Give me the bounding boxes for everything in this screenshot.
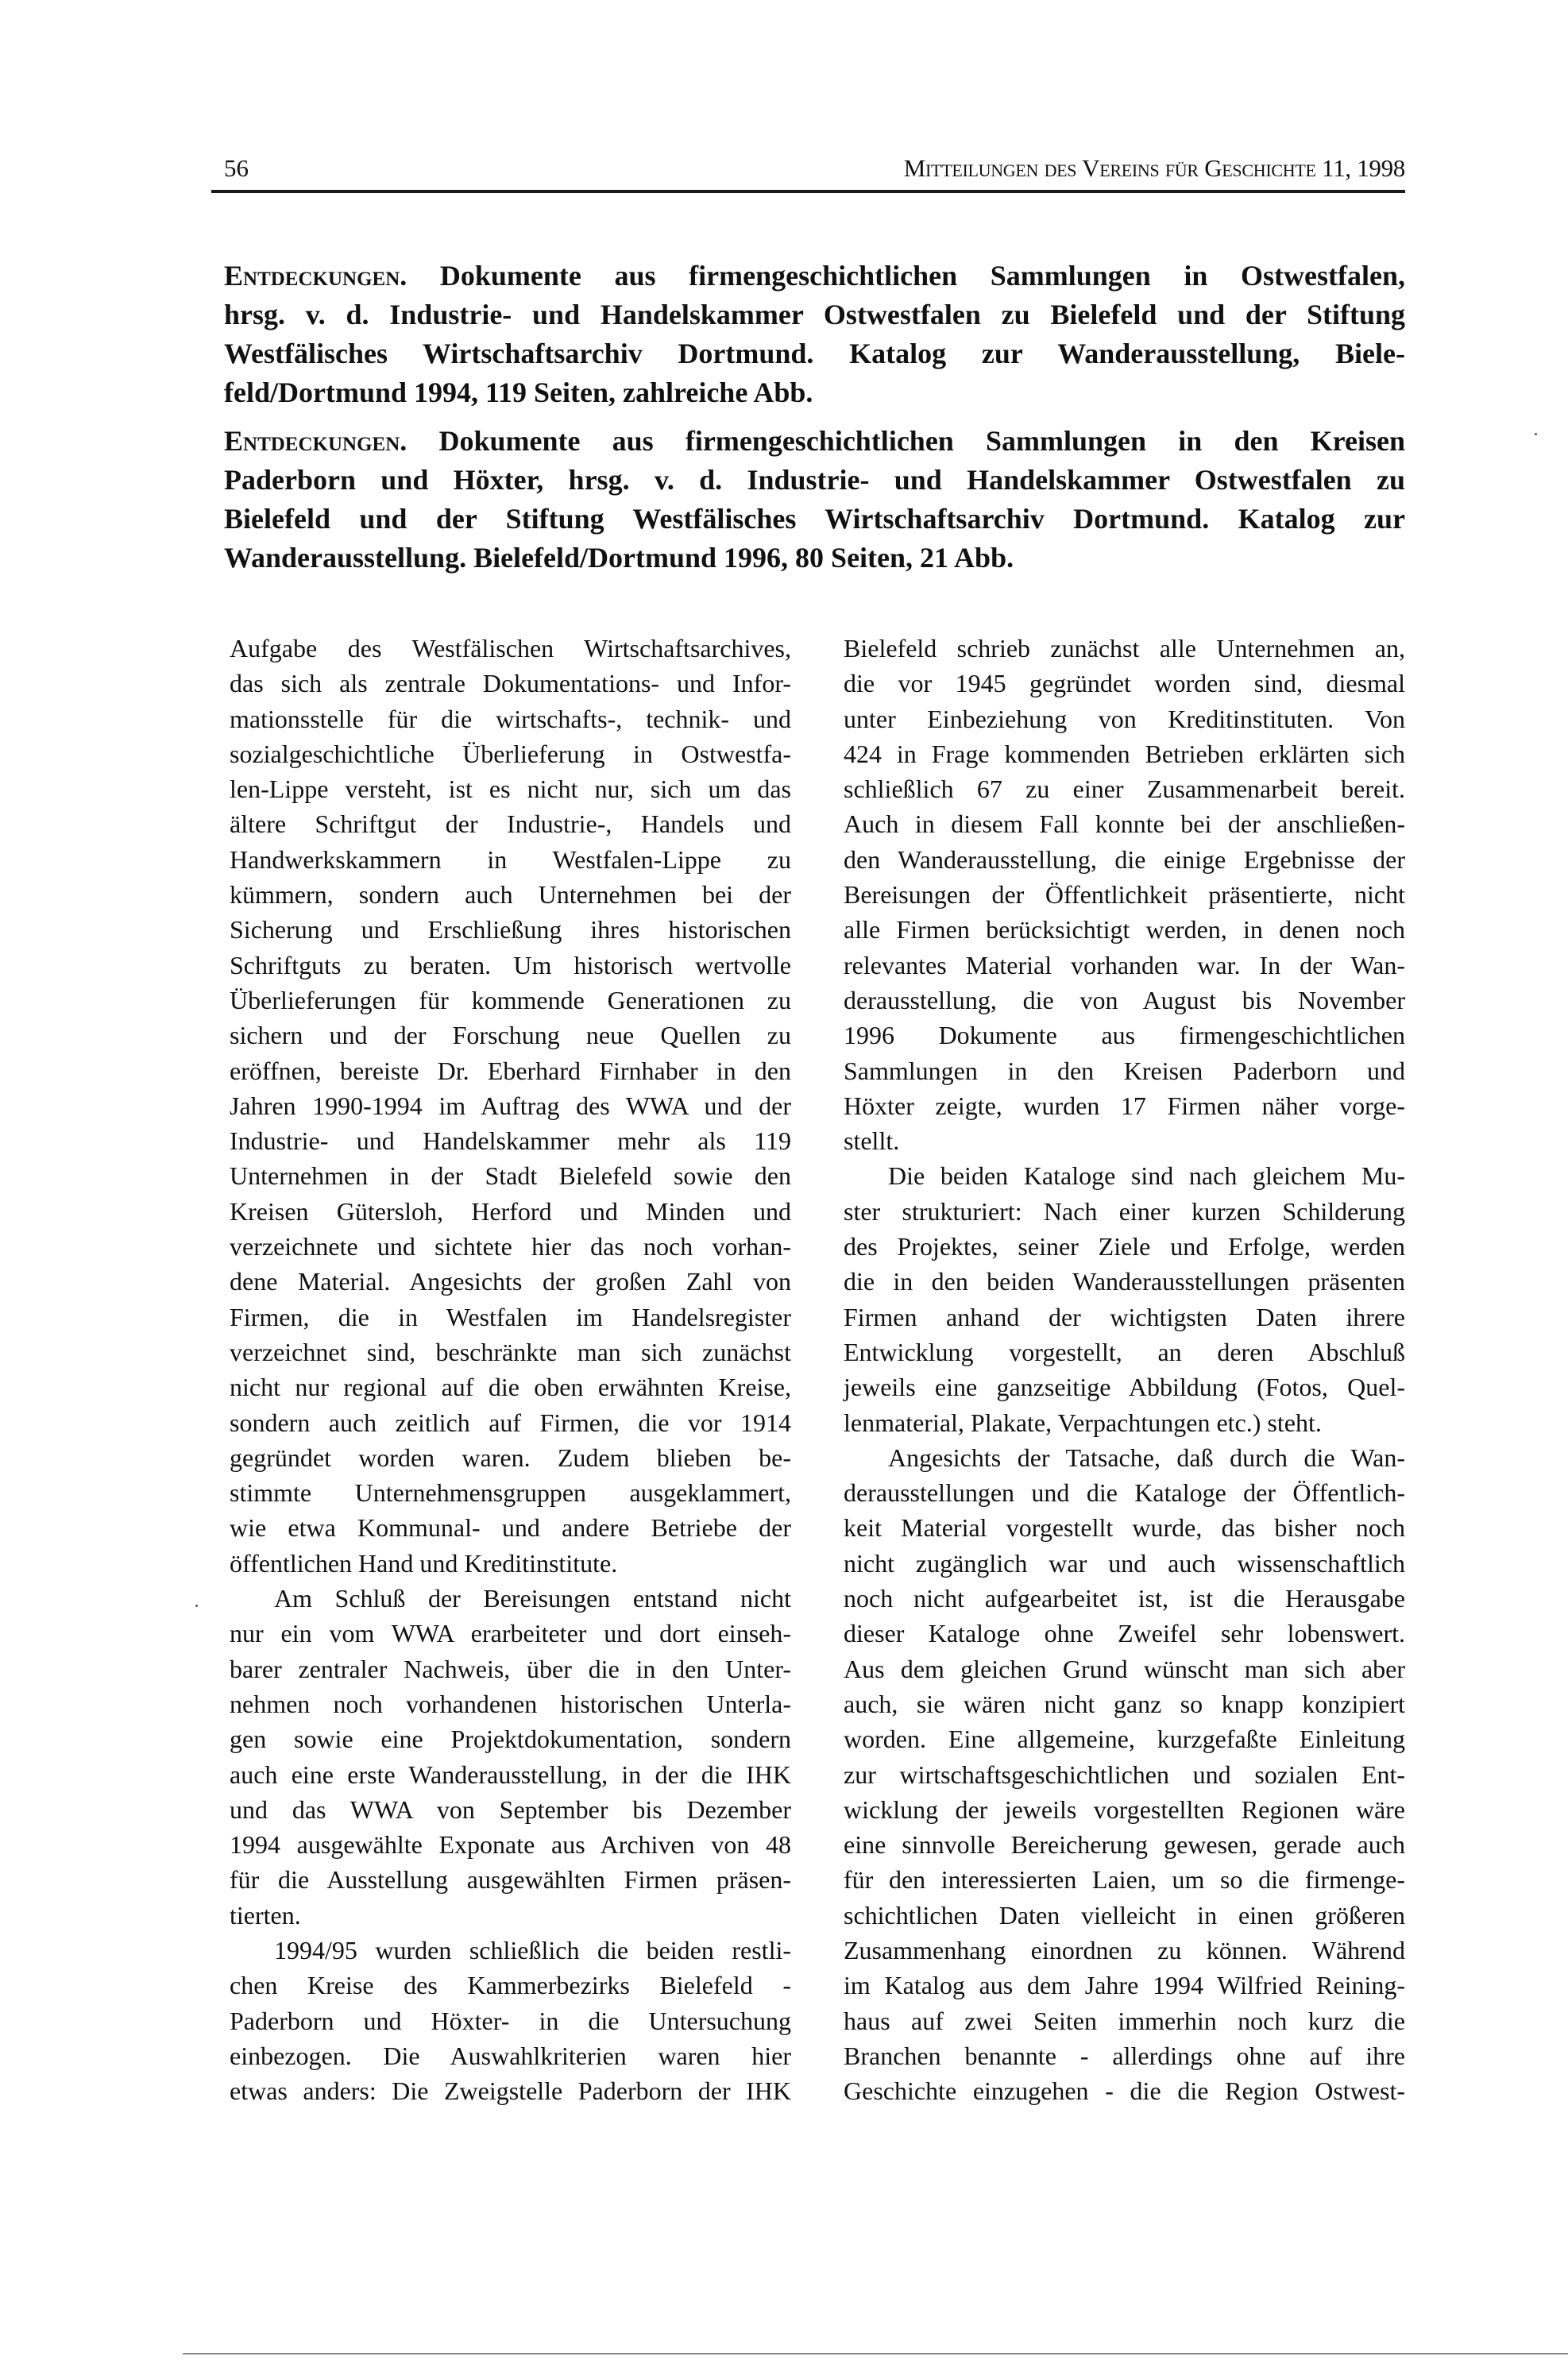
reference-line bbox=[224, 500, 1405, 539]
text-column-right bbox=[844, 631, 1405, 2108]
text-line: auch eine erste Wanderausstellung, in der die IHK bbox=[230, 1760, 791, 1789]
reference-lead: Entdeckungen. bbox=[224, 425, 407, 457]
text-line: des Projektes, seiner Ziele und Erfolge, werden bbox=[844, 1232, 1405, 1261]
page-number: 56 bbox=[224, 154, 249, 182]
text-line: keit Material vorgestellt wurde, das bisher noch bbox=[844, 1513, 1405, 1543]
running-header bbox=[224, 153, 1405, 184]
text-line: sondern auch zeitlich auf Firmen, die vor 1914 bbox=[230, 1408, 791, 1437]
text-line: derausstellung, die von August bis November bbox=[844, 985, 1405, 1014]
reference-text: Westfälisches Wirtschaftsarchiv Dortmund. Katalog zur Wanderausstellung, Biele- bbox=[224, 338, 1405, 369]
paragraph bbox=[230, 1933, 791, 2108]
text-line: nur ein vom WWA erarbeiteter und dort einseh- bbox=[230, 1619, 791, 1648]
text-line: Unternehmen in der Stadt Bielefeld sowie den bbox=[230, 1161, 791, 1191]
paragraph bbox=[844, 631, 1405, 1158]
text-line: nehmen noch vorhandenen historischen Unterla- bbox=[230, 1689, 791, 1718]
text-line: Firmen anhand der wichtigsten Daten ihrere bbox=[844, 1302, 1405, 1331]
text-line: verzeichnete und sichtete hier das noch vorhan- bbox=[230, 1232, 791, 1261]
text-line: auch, sie wären nicht ganz so knapp konzipiert bbox=[844, 1689, 1405, 1718]
text-line: sozialgeschichtliche Überlieferung in Ostwestfa- bbox=[230, 739, 791, 768]
text-line: sichern und der Forschung neue Quellen zu bbox=[230, 1021, 791, 1050]
reference-text: Bielefeld und der Stiftung Westfälisches Wirtschaftsarchiv Dortmund. Katalog zur bbox=[224, 503, 1405, 535]
text-line: nicht zugänglich war und auch wissenschaftlich bbox=[844, 1548, 1405, 1578]
text-line: Bereisungen der Öffentlichkeit präsentierte, nicht bbox=[844, 880, 1405, 910]
text-line: für den interessierten Laien, um so die firmenge- bbox=[844, 1865, 1405, 1895]
reference-line bbox=[224, 373, 1405, 412]
text-line: Zusammenhang einordnen zu können. Während bbox=[844, 1935, 1405, 1964]
text-line: Aufgabe des Westfälischen Wirtschaftsarchives, bbox=[230, 634, 791, 662]
text-line: lenmaterial, Plakate, Verpachtungen etc.) steht. bbox=[844, 1408, 1322, 1437]
text-line: Auch in diesem Fall konnte bei der anschließen- bbox=[844, 809, 1405, 839]
text-line: Höxter zeigte, wurden 17 Firmen näher vorge- bbox=[844, 1091, 1405, 1120]
reference-text: Paderborn und Höxter, hrsg. v. d. Industrie- und Handelskammer Ostwestfalen zu bbox=[224, 464, 1405, 496]
scan-edge-line bbox=[183, 2353, 1568, 2354]
reference-line bbox=[224, 296, 1405, 334]
text-line: Geschichte einzugehen - die die Region Ostwest- bbox=[844, 2076, 1405, 2106]
reference-entry bbox=[224, 257, 1405, 412]
paragraph bbox=[230, 631, 791, 1581]
text-line: len-Lippe versteht, ist es nicht nur, sich um das bbox=[230, 775, 791, 804]
text-line: Schriftguts zu beraten. Um historisch wertvolle bbox=[230, 950, 791, 979]
text-line: Paderborn und Höxter- in die Untersuchung bbox=[230, 2006, 791, 2035]
text-line: 1994/95 wurden schließlich die beiden restli- bbox=[274, 1935, 791, 1964]
text-line: dieser Kataloge ohne Zweifel sehr lobenswert. bbox=[844, 1619, 1405, 1648]
text-line: mationsstelle für die wirtschafts-, technik- und bbox=[230, 704, 791, 733]
text-line: noch nicht aufgearbeitet ist, ist die Herausgabe bbox=[844, 1584, 1405, 1613]
reference-text: Dokumente aus firmengeschichtlichen Sammlungen in Ostwestfalen, bbox=[407, 260, 1405, 292]
running-title: Mitteilungen des Vereins für Geschichte 11, 1998 bbox=[903, 154, 1405, 182]
reference-line bbox=[224, 334, 1405, 373]
text-line: Industrie- und Handelskammer mehr als 119 bbox=[230, 1126, 791, 1156]
reference-text: Wanderausstellung. Bielefeld/Dortmund 1996, 80 Seiten, 21 Abb. bbox=[224, 542, 1014, 574]
text-line: alle Firmen berücksichtigt werden, in denen noch bbox=[844, 915, 1405, 944]
text-line: stellt. bbox=[844, 1126, 900, 1156]
text-line: schließlich 67 zu einer Zusammenarbeit bereit. bbox=[844, 775, 1405, 804]
text-line: haus auf zwei Seiten immerhin noch kurz die bbox=[844, 2006, 1405, 2035]
text-line: ältere Schriftgut der Industrie-, Handels und bbox=[230, 809, 791, 839]
text-line: Firmen, die in Westfalen im Handelsregister bbox=[230, 1302, 791, 1331]
header-rule bbox=[211, 190, 1405, 193]
text-line: Handwerkskammern in Westfalen-Lippe zu bbox=[230, 844, 791, 874]
reference-line bbox=[224, 461, 1405, 500]
scan-speck bbox=[195, 1605, 198, 1607]
text-line: für die Ausstellung ausgewählten Firmen präsen- bbox=[230, 1865, 791, 1895]
text-line: eine sinnvolle Bereicherung gewesen, gerade auch bbox=[844, 1830, 1405, 1860]
text-line: Jahren 1990-1994 im Auftrag des WWA und der bbox=[230, 1091, 791, 1120]
text-line: nicht nur regional auf die oben erwähnten Kreise, bbox=[230, 1373, 791, 1402]
text-line: Überlieferungen für kommende Generationen zu bbox=[230, 985, 791, 1014]
text-line: und das WWA von September bis Dezember bbox=[230, 1794, 791, 1824]
text-line: Aus dem gleichen Grund wünscht man sich aber bbox=[844, 1654, 1405, 1683]
text-column-left bbox=[230, 631, 791, 2108]
text-line: tierten. bbox=[230, 1900, 301, 1930]
text-line: zur wirtschaftsgeschichtlichen und sozialen Ent- bbox=[844, 1760, 1405, 1789]
text-line: verzeichnet sind, beschränkte man sich zunächst bbox=[230, 1337, 791, 1366]
text-line: stimmte Unternehmensgruppen ausgeklammert, bbox=[230, 1478, 791, 1508]
paragraph bbox=[230, 1581, 791, 1933]
text-line: jeweils eine ganzseitige Abbildung (Fotos, Quel- bbox=[844, 1373, 1405, 1402]
reviewed-works bbox=[224, 257, 1405, 587]
text-line: gen sowie eine Projektdokumentation, sondern bbox=[230, 1725, 791, 1754]
scan-speck bbox=[1535, 433, 1537, 435]
text-line: unter Einbeziehung von Kreditinstituten. Von bbox=[844, 704, 1405, 733]
text-line: Sicherung und Erschließung ihres historischen bbox=[230, 915, 791, 944]
text-line: Entwicklung vorgestellt, an deren Abschluß bbox=[844, 1337, 1405, 1366]
text-line: im Katalog aus dem Jahre 1994 Wilfried Reining- bbox=[844, 1971, 1405, 2000]
text-line: ster strukturiert: Nach einer kurzen Schilderung bbox=[844, 1196, 1405, 1226]
text-line: die vor 1945 gegründet worden sind, diesmal bbox=[844, 669, 1405, 698]
text-line: 1994 ausgewählte Exponate aus Archiven von 48 bbox=[230, 1830, 791, 1860]
text-line: worden. Eine allgemeine, kurzgefaßte Einleitung bbox=[844, 1725, 1405, 1754]
text-line: chen Kreise des Kammerbezirks Bielefeld - bbox=[230, 1971, 791, 2000]
text-line: das sich als zentrale Dokumentations- und Infor- bbox=[230, 669, 791, 698]
text-line: Branchen benannte - allerdings ohne auf ihre bbox=[844, 2041, 1405, 2070]
text-line: den Wanderausstellung, die einige Ergebnisse der bbox=[844, 844, 1405, 874]
reference-line bbox=[224, 422, 1405, 461]
reference-line bbox=[224, 257, 1405, 296]
text-line: Angesichts der Tatsache, daß durch die Wan- bbox=[888, 1443, 1405, 1472]
text-line: dene Material. Angesichts der großen Zahl von bbox=[230, 1267, 791, 1296]
reference-text: feld/Dortmund 1994, 119 Seiten, zahlreiche Abb. bbox=[224, 377, 813, 408]
text-line: gegründet worden waren. Zudem blieben be- bbox=[230, 1443, 791, 1472]
paragraph bbox=[844, 1158, 1405, 1439]
text-line: etwas anders: Die Zweigstelle Paderborn der IHK bbox=[230, 2076, 791, 2106]
reference-lead: Entdeckungen. bbox=[224, 260, 407, 292]
text-line: Sammlungen in den Kreisen Paderborn und bbox=[844, 1056, 1405, 1085]
text-line: barer zentraler Nachweis, über die in den Unter- bbox=[230, 1654, 791, 1683]
paragraph bbox=[844, 1440, 1405, 2109]
text-line: Bielefeld schrieb zunächst alle Unternehmen an, bbox=[844, 634, 1405, 662]
text-line: relevantes Material vorhanden war. In der Wan- bbox=[844, 950, 1405, 979]
text-line: einbezogen. Die Auswahlkriterien waren hier bbox=[230, 2041, 791, 2070]
text-line: 1996 Dokumente aus firmengeschichtlichen bbox=[844, 1021, 1405, 1050]
text-line: wie etwa Kommunal- und andere Betriebe der bbox=[230, 1513, 791, 1543]
text-line: Die beiden Kataloge sind nach gleichem Mu- bbox=[888, 1161, 1405, 1191]
text-line: kümmern, sondern auch Unternehmen bei der bbox=[230, 880, 791, 910]
text-line: Am Schluß der Bereisungen entstand nicht bbox=[274, 1584, 791, 1613]
text-line: 424 in Frage kommenden Betrieben erklärten sich bbox=[844, 739, 1405, 768]
text-line: eröffnen, bereiste Dr. Eberhard Firnhaber in den bbox=[230, 1056, 791, 1085]
text-line: die in den beiden Wanderausstellungen präsenten bbox=[844, 1267, 1405, 1296]
text-line: Kreisen Gütersloh, Herford und Minden und bbox=[230, 1196, 791, 1226]
text-line: wicklung der jeweils vorgestellten Regionen wäre bbox=[844, 1794, 1405, 1824]
reference-entry bbox=[224, 422, 1405, 578]
reference-text: hrsg. v. d. Industrie- und Handelskammer Ostwestfalen zu Bielefeld und der Stiftung bbox=[224, 299, 1405, 330]
text-line: öffentlichen Hand und Kreditinstitute. bbox=[230, 1548, 618, 1578]
reference-line bbox=[224, 539, 1405, 578]
reference-text: Dokumente aus firmengeschichtlichen Sammlungen in den Kreisen bbox=[407, 425, 1405, 457]
text-line: schichtlichen Daten vielleicht in einen größeren bbox=[844, 1900, 1405, 1930]
text-line: derausstellungen und die Kataloge der Öffentlich- bbox=[844, 1478, 1405, 1508]
